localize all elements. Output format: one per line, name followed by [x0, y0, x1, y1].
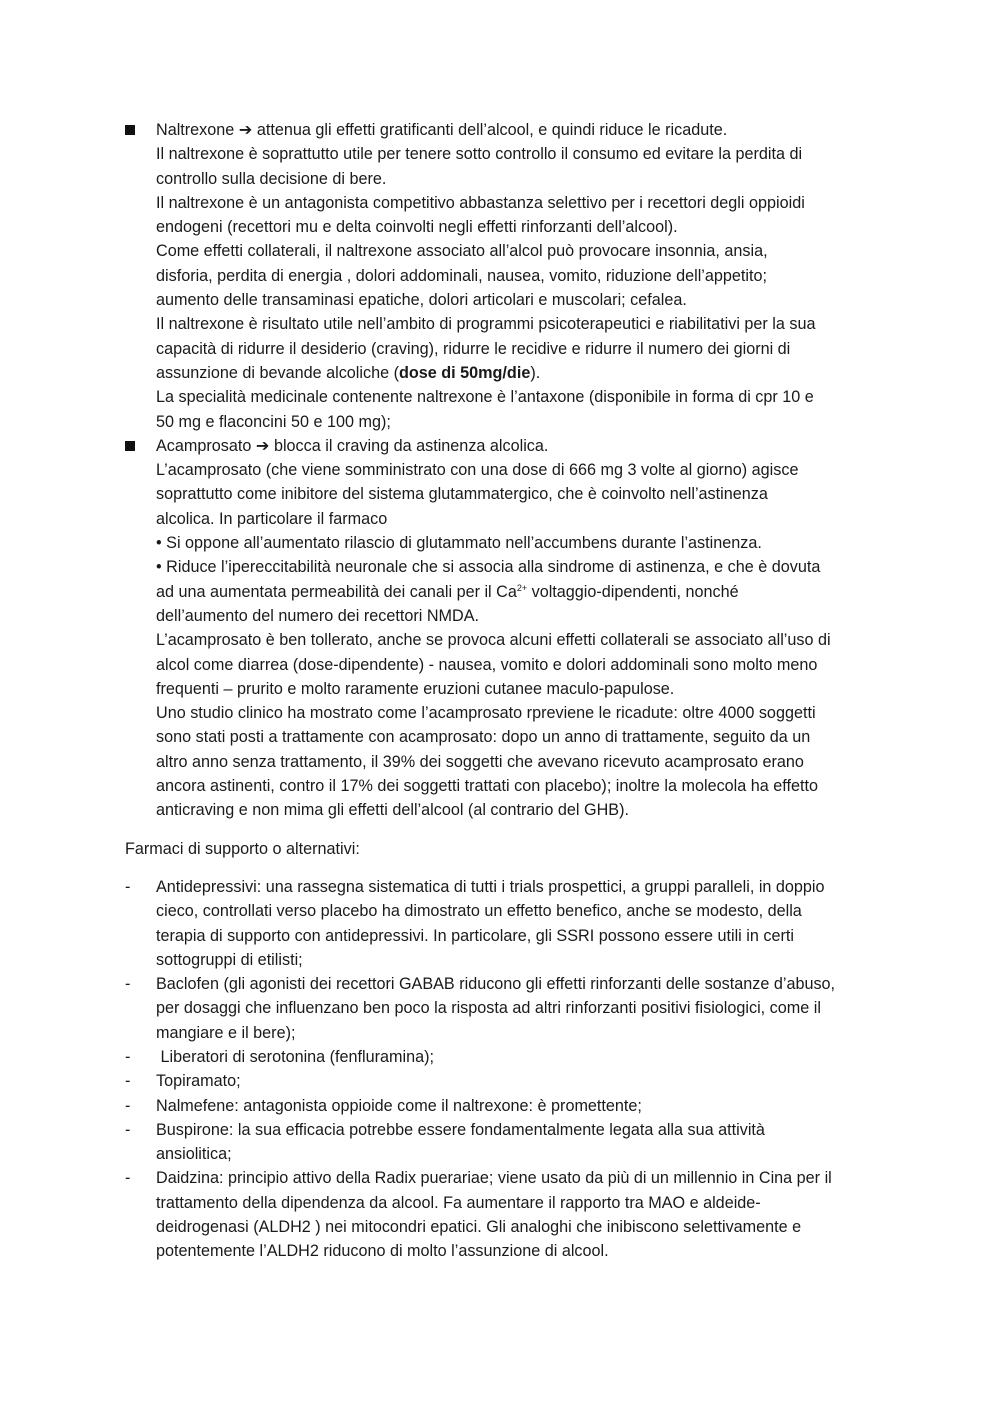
calcium-charge: 2+: [516, 582, 528, 593]
text-line: Topiramato;: [156, 1072, 241, 1091]
text-line: Baclofen (gli agonisti dei recettori GABAB riducono gli effetti rinforzanti delle sostanze d’abuso,: [156, 975, 836, 994]
text-line: soprattutto come inibitore del sistema glutammatergico, che è coinvolto nell’astinenza: [156, 485, 768, 504]
text-line: potentemente l’ALDH2 riducono di molto l’assunzione di alcool.: [156, 1242, 609, 1261]
right-arrow-icon: ➔: [238, 121, 253, 139]
dash-bullet: -: [125, 1047, 131, 1066]
dash-bullet: -: [125, 975, 131, 994]
text-line: endogeni (recettori mu e delta coinvolti negli effetti rinforzanti dell’alcool).: [156, 218, 678, 237]
text-line: alcol come diarrea (dose-dipendente) - nausea, vomito e dolori addominali sono molto meno: [156, 655, 818, 674]
calcium-prefix: ad una aumentata permeabilità dei canali per il Ca: [156, 582, 517, 601]
list-item: [125, 1118, 910, 1167]
text-line: frequenti – prurito e molto raramente eruzioni cutanee maculo-papulose.: [156, 679, 675, 698]
text-line: altro anno senza trattamento, il 39% dei soggetti che avevano ricevuto acamprosato erano: [156, 752, 804, 771]
dash-bullet: -: [125, 877, 131, 896]
text-line: dell’aumento del numero dei recettori NMDA.: [156, 606, 479, 625]
text-line: L’acamprosato è ben tollerato, anche se provoca alcuni effetti collaterali se associato all’uso di: [156, 631, 831, 650]
text-line: Antidepressivi: una rassegna sistematica di tutti i trials prospettici, a gruppi paralleli, in doppio: [156, 877, 825, 896]
list-item: [125, 1069, 910, 1093]
text-line: Liberatori di serotonina (fenfluramina);: [156, 1047, 435, 1066]
dash-bullet: -: [125, 1169, 131, 1188]
text-line: sottogruppi di etilisti;: [156, 950, 303, 969]
dose-line: [156, 361, 910, 385]
naltrexone-headline: attenua gli effetti gratificanti dell’alcool, e quindi riduce le ricadute.: [256, 121, 728, 139]
acamprosate-name: Acamprosato: [156, 436, 252, 455]
text-line: controllo sulla decisione di bere.: [156, 169, 387, 188]
text-line: Il naltrexone è soprattutto utile per tenere sotto controllo il consumo ed evitare la perdita di: [156, 145, 803, 164]
text-line: Il naltrexone è un antagonista competitivo abbastanza selettivo per i recettori degli oppioidi: [156, 193, 805, 212]
text-line: per dosaggi che influenzano ben poco la risposta ad altri rinforzanti positivi fisiologici, come il: [156, 999, 821, 1018]
text-line: capacità di ridurre il desiderio (craving), ridurre le recidive e ridurre il numero dei giorni di: [156, 339, 791, 358]
naltrexone-heading: [156, 118, 910, 142]
text-line: Buspirone: la sua efficacia potrebbe essere fondamentalmente legata alla sua attività: [156, 1120, 765, 1139]
text-line: • Si oppone all’aumentato rilascio di glutammato nell’accumbens durante l’astinenza.: [156, 534, 762, 553]
dash-bullet: -: [125, 1096, 131, 1115]
dash-bullet: -: [125, 1120, 131, 1139]
acamprosate-section: [125, 434, 910, 823]
text-line: mangiare e il bere);: [156, 1023, 296, 1042]
list-item: [125, 1166, 910, 1263]
right-arrow-icon: ➔: [255, 436, 270, 455]
text-line: disforia, perdita di energia , dolori addominali, nausea, vomito, riduzione dell’appetito;: [156, 266, 767, 285]
calcium-suffix: voltaggio-dipendenti, nonché: [527, 582, 739, 601]
naltrexone-section: [125, 118, 910, 434]
naltrexone-name: Naltrexone: [156, 121, 235, 139]
text-line: ancora astinenti, contro il 17% dei soggetti trattati con placebo); inoltre la molecola ha effetto: [156, 777, 818, 796]
text-line: • Riduce l’ipereccitabilità neuronale che si associa alla sindrome di astinenza, e che è dovuta: [156, 558, 821, 577]
calcium-line: [156, 580, 910, 604]
text-line: aumento delle transaminasi epatiche, dolori articolari e muscolari; cefalea.: [156, 291, 687, 310]
acamprosate-heading: [156, 434, 910, 458]
text-line: ansiolitica;: [156, 1145, 232, 1164]
text-line: sono stati posti a trattamente con acamprosato: dopo un anno di trattamente, seguito da un: [156, 728, 811, 747]
list-item: [125, 875, 910, 972]
dose-prefix: assunzione di bevande alcoliche (: [156, 363, 399, 382]
text-line: Nalmefene: antagonista oppioide come il naltrexone: è promettente;: [156, 1096, 642, 1115]
square-bullet-icon: [125, 125, 135, 135]
document-body: [125, 118, 910, 1264]
acamprosate-headline: blocca il craving da astinenza alcolica.: [273, 436, 549, 455]
text-line: Il naltrexone è risultato utile nell’ambito di programmi psicoterapeutici e riabilitativi per la sua: [156, 315, 816, 334]
text-line: cieco, controllati verso placebo ha dimostrato un effetto benefico, anche se modesto, della: [156, 902, 802, 921]
text-line: 50 mg e flaconcini 50 e 100 mg);: [156, 412, 391, 431]
text-line: La specialità medicinale contenente naltrexone è l’antaxone (disponibile in forma di cpr 10 e: [156, 388, 814, 407]
text-line: terapia di supporto con antidepressivi. In particolare, gli SSRI possono essere utili in certi: [156, 926, 794, 945]
square-bullet-icon: [125, 441, 135, 451]
text-line: Uno studio clinico ha mostrato come l’acamprosato rpreviene le ricadute: oltre 4000 soggetti: [156, 704, 816, 723]
list-item: [125, 1094, 910, 1118]
text-line: anticraving e non mima gli effetti dell’alcool (al contrario del GHB).: [156, 801, 629, 820]
text-line: alcolica. In particolare il farmaco: [156, 509, 388, 528]
text-line: deidrogenasi (ALDH2 ) nei mitocondri epatici. Gli analoghi che inibiscono selettivamente e: [156, 1218, 802, 1237]
dose-value: dose di 50mg/die: [398, 363, 531, 382]
list-item: [125, 972, 910, 1045]
dose-suffix: ).: [530, 363, 541, 382]
text-line: trattamento della dipendenza da alcool. Fa aumentare il rapporto tra MAO e aldeide-: [156, 1193, 761, 1212]
text-line: L’acamprosato (che viene somministrato con una dose di 666 mg 3 volte al giorno) agisce: [156, 461, 799, 480]
list-item: [125, 1045, 910, 1069]
section-title: Farmaci di supporto o alternativi:: [125, 839, 360, 858]
text-line: Daidzina: principio attivo della Radix puerariae; viene usato da più di un millennio in Cina per il: [156, 1169, 832, 1188]
text-line: Come effetti collaterali, il naltrexone associato all’alcol può provocare insonnia, ansia,: [156, 242, 768, 261]
dash-bullet: -: [125, 1072, 131, 1091]
